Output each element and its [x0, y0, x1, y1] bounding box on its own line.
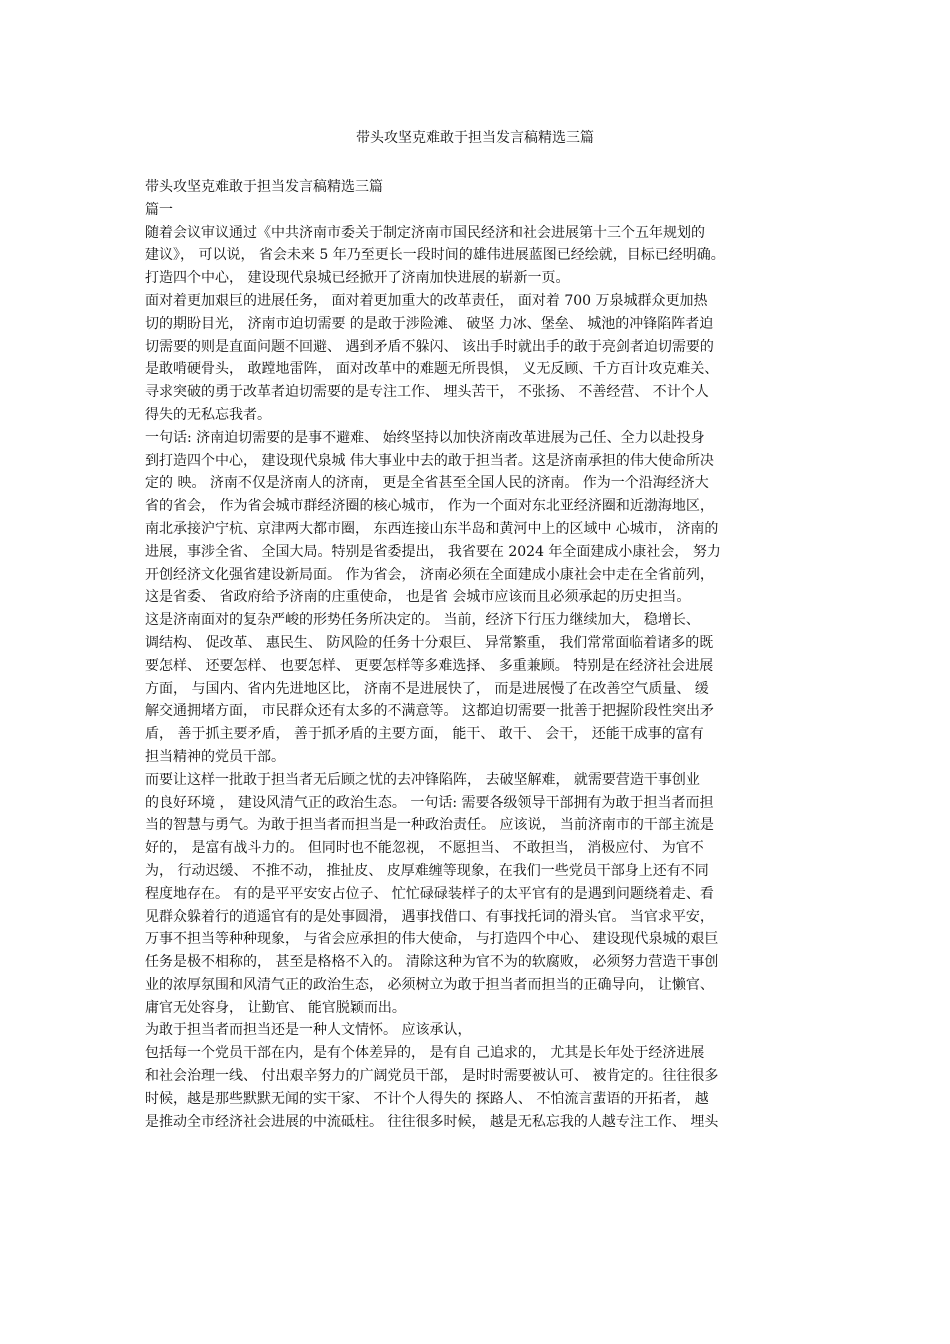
text-line: 程度地存在。 有的是平平安安占位子、 忙忙碌碌装样子的太平官有的是遇到问题绕着走、看: [145, 885, 714, 902]
text-line: 切需要的则是直面问题不回避、 遇到矛盾不躲闪、 该出手时就出手的敢于亮剑者迫切需要的: [145, 338, 714, 355]
text-line: 当的智慧与勇气。为敢于担当者而担当是一种政治责任。 应该说， 当前济南市的干部主流是: [145, 817, 714, 834]
text-line: 一句话: 济南迫切需要的是事不避难、 始终坚持以加快济南改革进展为己任、全力以赴投身: [145, 429, 705, 446]
text-line: 业的浓厚氛围和风清气正的政治生态， 必须树立为敢于担当者而担当的正确导向， 让懒官、: [145, 976, 714, 993]
text-line: 篇一: [145, 201, 173, 218]
text-line: 万事不担当等种种现象， 与省会应承担的伟大使命， 与打造四个中心、 建设现代泉城的艰巨: [145, 931, 719, 948]
text-line: 建议》， 可以说， 省会未来 5 年乃至更长一段时间的雄伟进展蓝图已经绘就，目标已经明确。: [145, 247, 725, 264]
text-line: 带头攻坚克难敢于担当发言稿精选三篇: [145, 179, 383, 195]
text-line: 而要让这样一批敢于担当者无后顾之忧的去冲锋陷阵， 去破坚解难， 就需要营造干事创业: [145, 771, 700, 788]
text-line: 担当精神的党员干部。: [145, 748, 285, 765]
text-line: 开创经济文化强省建设新局面。 作为省会， 济南必须在全面建成小康社会中走在全省前列，: [145, 566, 714, 583]
text-line: 调结构、 促改革、 惠民生、 防风险的任务十分艰巨、 异常繁重， 我们常常面临着诸多的既: [145, 634, 714, 651]
document-title: 带头攻坚克难敢于担当发言稿精选三篇: [356, 130, 594, 146]
text-line: 打造四个中心， 建设现代泉城已经掀开了济南加快进展的崭新一页。: [145, 270, 570, 287]
text-line: 任务是极不相称的， 甚至是格格不入的。 清除这种为官不为的软腐败， 必须努力营造干事创: [145, 954, 719, 971]
text-line: 盾， 善于抓主要矛盾， 善于抓矛盾的主要方面， 能干、 敢干、 会干， 还能干成事的富有: [145, 726, 704, 743]
text-line: 省的省会， 作为省会城市群经济圈的核心城市， 作为一个面对东北亚经济圈和近渤海地区，: [145, 498, 714, 515]
text-line: 方面， 与国内、省内先进地区比， 济南不是进展快了， 而是进展慢了在改善空气质量、 缓: [145, 680, 709, 697]
text-line: 和社会治理一线、 付出艰辛努力的广阔党员干部， 是时时需要被认可、 被肯定的。往往很多: [145, 1068, 719, 1085]
text-line: 南北承接沪宁杭、京津两大都市圈， 东西连接山东半岛和黄河中上的区域中 心城市， 济南的: [145, 520, 719, 537]
text-line: 要怎样、 还要怎样、 也要怎样、 更要怎样等多难选择、 多重兼顾。 特别是在经济社会进展: [145, 657, 714, 674]
text-line: 随着会议审议通过《中共济南市委关于制定济南市国民经济和社会进展第十三个五年规划的: [145, 224, 705, 241]
text-line: 为， 行动迟缓、 不推不动， 推扯皮、 皮厚难缠等现象，在我们一些党员干部身上还有不同: [145, 862, 709, 879]
text-line: 包括每一个党员干部在内，是有个体差异的， 是有自 己追求的， 尤其是长年处于经济进展: [145, 1045, 705, 1062]
text-line: 好的， 是富有战斗力的。 但同时也不能忽视， 不愿担当、 不敢担当， 消极应付、 为官不: [145, 840, 704, 857]
text-line: 寻求突破的勇于改革者迫切需要的是专注工作、 埋头苦干， 不张扬、 不善经营、 不计个人: [145, 384, 709, 401]
document-body: [145, 176, 825, 1133]
text-line: 的良好环境 ， 建设风清气正的政治生态。 一句话: 需要各级领导干部拥有为敢于担当者而担: [145, 794, 714, 811]
text-line: 得失的无私忘我者。: [145, 406, 271, 423]
text-line: 进展，事涉全省、 全国大局。特别是省委提出， 我省要在 2024 年全面建成小康社会， 努力: [145, 543, 721, 560]
text-line: 庸官无处容身， 让勤官、 能官脱颖而出。: [145, 999, 406, 1016]
text-line: 切的期盼目光， 济南市迫切需要 的是敢于涉险滩、 破坚 力冰、堡垒、 城池的冲锋陷阵者迫: [145, 315, 714, 332]
text-line: 是推动全市经济社会进展的中流砥柱。 往往很多时候， 越是无私忘我的人越专注工作、 埋头: [145, 1113, 719, 1130]
text-line: 见群众躲着行的逍遥官有的是处事圆滑， 遇事找借口、有事找托词的滑头官。 当官求平安，: [145, 908, 714, 925]
text-line: 这是济南面对的复杂严峻的形势任务所决定的。 当前，经济下行压力继续加大， 稳增长、: [145, 612, 700, 629]
text-line: 为敢于担当者而担当还是一种人文情怀。 应该承认，: [145, 1022, 472, 1039]
text-line: 这是省委、 省政府给予济南的庄重使命， 也是省 会城市应该而且必须承起的历史担当。: [145, 589, 691, 606]
text-line: 定的 映。 济南不仅是济南人的济南， 更是全省甚至全国人民的济南。 作为一个沿海经济大: [145, 475, 709, 492]
text-line: 解交通拥堵方面， 市民群众还有太多的不满意等。 这都迫切需要一批善于把握阶段性突出矛: [145, 703, 714, 720]
text-line: 是敢啃硬骨头， 敢蹚地雷阵， 面对改革中的难题无所畏惧， 义无反顾、千方百计攻克难关、: [145, 361, 719, 378]
text-line: 时候，越是那些默默无闻的实干家、 不计个人得失的 探路人、 不怕流言蜚语的开拓者， 越: [145, 1090, 709, 1107]
text-line: 到打造四个中心， 建设现代泉城 伟大事业中去的敢于担当者。这是济南承担的伟大使命所决: [145, 452, 714, 469]
text-line: 面对着更加艰巨的进展任务， 面对着更加重大的改革责任， 面对着 700 万泉城群众更加热: [145, 292, 708, 309]
